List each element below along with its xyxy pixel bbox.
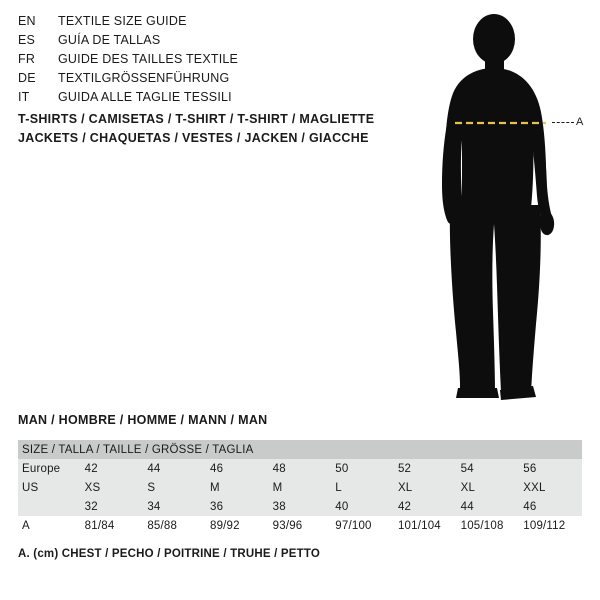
table-row [18,478,582,497]
row-label: US [18,478,81,497]
language-header-block [18,14,398,109]
table-cell: 105/108 [457,516,520,535]
table-cell: 50 [331,459,394,478]
table-cell: 32 [81,497,144,516]
language-title: TEXTILE SIZE GUIDE [58,14,187,28]
row-label [18,497,81,516]
language-row [18,90,398,109]
language-row [18,71,398,90]
table-cell: 52 [394,459,457,478]
language-row [18,33,398,52]
language-title: GUIDA ALLE TAGLIE TESSILI [58,90,232,104]
table-cell: 101/104 [394,516,457,535]
table-row [18,497,582,516]
table-cell: 54 [457,459,520,478]
table-cell: XL [394,478,457,497]
table-cell: L [331,478,394,497]
language-title: TEXTILGRÖSSENFÜHRUNG [58,71,230,85]
male-silhouette-icon [400,12,590,402]
language-code: IT [18,90,30,104]
category-block [18,110,374,148]
category-line-tshirts: T-SHIRTS / CAMISETAS / T-SHIRT / T-SHIRT / MAGLIETTE [18,112,375,126]
table-cell: XL [457,478,520,497]
marker-leader-line [552,122,574,123]
table-cell: 48 [269,459,332,478]
figure-illustration [400,12,590,402]
gender-heading: MAN / HOMBRE / HOMME / MANN / MAN [18,413,268,427]
language-row [18,14,398,33]
table-cell: 93/96 [269,516,332,535]
table-cell: S [143,478,206,497]
table-cell: 89/92 [206,516,269,535]
language-code: FR [18,52,36,66]
table-cell: 46 [206,459,269,478]
language-row [18,52,398,71]
table-cell: 85/88 [143,516,206,535]
language-title: GUIDE DES TAILLES TEXTILE [58,52,239,66]
table-cell: 109/112 [519,516,582,535]
table-cell: 56 [519,459,582,478]
table-header-row [18,440,582,459]
table-cell: XXL [519,478,582,497]
table-cell: 34 [143,497,206,516]
table-cell: 42 [81,459,144,478]
table-cell: M [269,478,332,497]
size-table-wrapper [18,440,582,535]
language-code: EN [18,14,36,28]
table-cell: 36 [206,497,269,516]
row-label: A [18,516,81,535]
table-cell: 38 [269,497,332,516]
table-row [18,459,582,478]
language-title: GUÍA DE TALLAS [58,33,161,47]
size-table [18,440,582,535]
category-line-jackets: JACKETS / CHAQUETAS / VESTES / JACKEN / GIACCHE [18,131,369,145]
table-cell: 46 [519,497,582,516]
row-label: Europe [18,459,81,478]
marker-label-a: A [576,116,584,128]
table-cell: 44 [457,497,520,516]
table-cell: M [206,478,269,497]
language-code: DE [18,71,36,85]
table-cell: 81/84 [81,516,144,535]
table-row [18,516,582,535]
table-cell: 40 [331,497,394,516]
table-cell: XS [81,478,144,497]
language-code: ES [18,33,36,47]
table-cell: 97/100 [331,516,394,535]
table-cell: 42 [394,497,457,516]
table-header-label: SIZE / TALLA / TAILLE / GRÖSSE / TAGLIA [18,440,582,459]
footnote-chest: A. (cm) CHEST / PECHO / POITRINE / TRUHE / PETTO [18,548,321,560]
table-cell: 44 [143,459,206,478]
